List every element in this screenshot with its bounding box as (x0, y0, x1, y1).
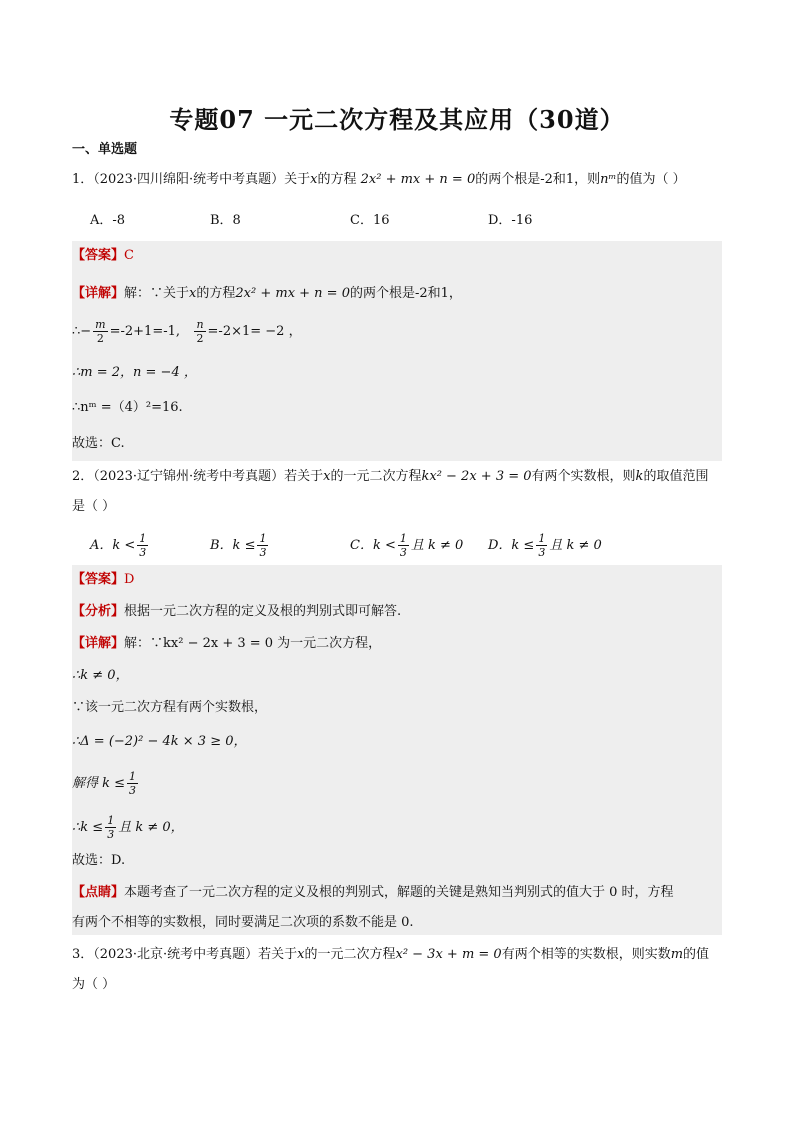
q2-comment-line-2: 有两个不相等的实数根，同时要满足二次项的系数不能是 0. (72, 915, 414, 930)
q1-option-b: B．8 (210, 213, 241, 228)
q2-option-c: C．k < $\frac{1}{3}$ 且 k ≠ 0 (350, 532, 464, 559)
q2-detail-line-3: ∵该一元二次方程有两个实数根， (72, 700, 268, 715)
q2-option-b: B．k ≤ $\frac{1}{3}$ (210, 532, 267, 559)
question-2-stem: 2．（2023·辽宁锦州·统考中考真题）若关于x的一元二次方程kx² − 2x + 3 = 0有两个实数根，则k的取值范围 (72, 469, 709, 484)
q1-detail-line-3: ∴m = 2，n = −4 ， (72, 365, 197, 380)
section-heading: 一、单选题 (72, 142, 138, 157)
q2-detail-line-4: ∴Δ = (−2)² − 4k × 3 ≥ 0， (72, 734, 247, 749)
q2-comment-line-1: 【点睛】本题考查了一元二次方程的定义及根的判别式，解题的关键是熟知当判别式的值大于 0 时，方程 (72, 885, 674, 900)
q2-option-d: D．k ≤ $\frac{1}{3}$ 且 k ≠ 0 (488, 532, 602, 559)
fraction-n-over-2: $\frac{n}{2}$ (196, 318, 204, 345)
q2-detail-line-2: ∴k ≠ 0， (72, 668, 129, 683)
page-title: 专题07 一元二次方程及其应用（30道） (169, 105, 625, 134)
q2-analysis: 【分析】根据一元二次方程的定义及根的判别式即可解答. (72, 604, 402, 619)
q1-option-c: C．16 (350, 213, 390, 228)
q1-solution-box (72, 241, 722, 461)
q2-option-a: A．k < $\frac{1}{3}$ (90, 532, 147, 559)
question-1-stem: 1．（2023·四川绵阳·统考中考真题）关于x的方程 2x² + mx + n = 0的两个根是-2和1，则nᵐ的值为（ ） (72, 172, 686, 187)
question-3-stem: 3．（2023·北京·统考中考真题）若关于x的一元二次方程x² − 3x + m = 0有两个相等的实数根，则实数m的值 (72, 947, 710, 962)
q2-answer: 【答案】D (72, 572, 135, 587)
q1-detail-line-2: ∴− $\frac{m}{2}$ =-2+1=-1, $\frac{n}{2}$ =-2×1= −2 ， (72, 318, 302, 345)
q2-detail-line-6: ∴k ≤ $\frac{1}{3}$ 且 k ≠ 0， (72, 814, 184, 841)
q2-detail-line-7: 故选：D. (72, 853, 126, 868)
q2-detail-line-1: 【详解】解：∵kx² − 2x + 3 = 0 为一元二次方程， (72, 636, 382, 651)
q1-equation: 2x² + mx + n = 0 (360, 172, 476, 187)
q1-option-d: D．-16 (488, 213, 533, 228)
fraction-m-over-2: $\frac{m}{2}$ (95, 318, 106, 345)
q1-option-a: A．-8 (90, 213, 126, 228)
question-3-stem-line-2: 为（ ） (72, 977, 116, 992)
q1-detail-line-5: 故选：C. (72, 436, 125, 451)
question-2-stem-line-2: 是（ ） (72, 499, 116, 514)
q2-detail-line-5: 解得 k ≤ $\frac{1}{3}$ (72, 770, 137, 797)
q1-detail-line-1: 【详解】解：∵关于x的方程2x² + mx + n = 0的两个根是-2和1， (72, 286, 462, 301)
q1-answer: 【答案】C (72, 248, 134, 263)
q1-detail-line-4: ∴nᵐ =（4）²=16. (72, 400, 183, 415)
